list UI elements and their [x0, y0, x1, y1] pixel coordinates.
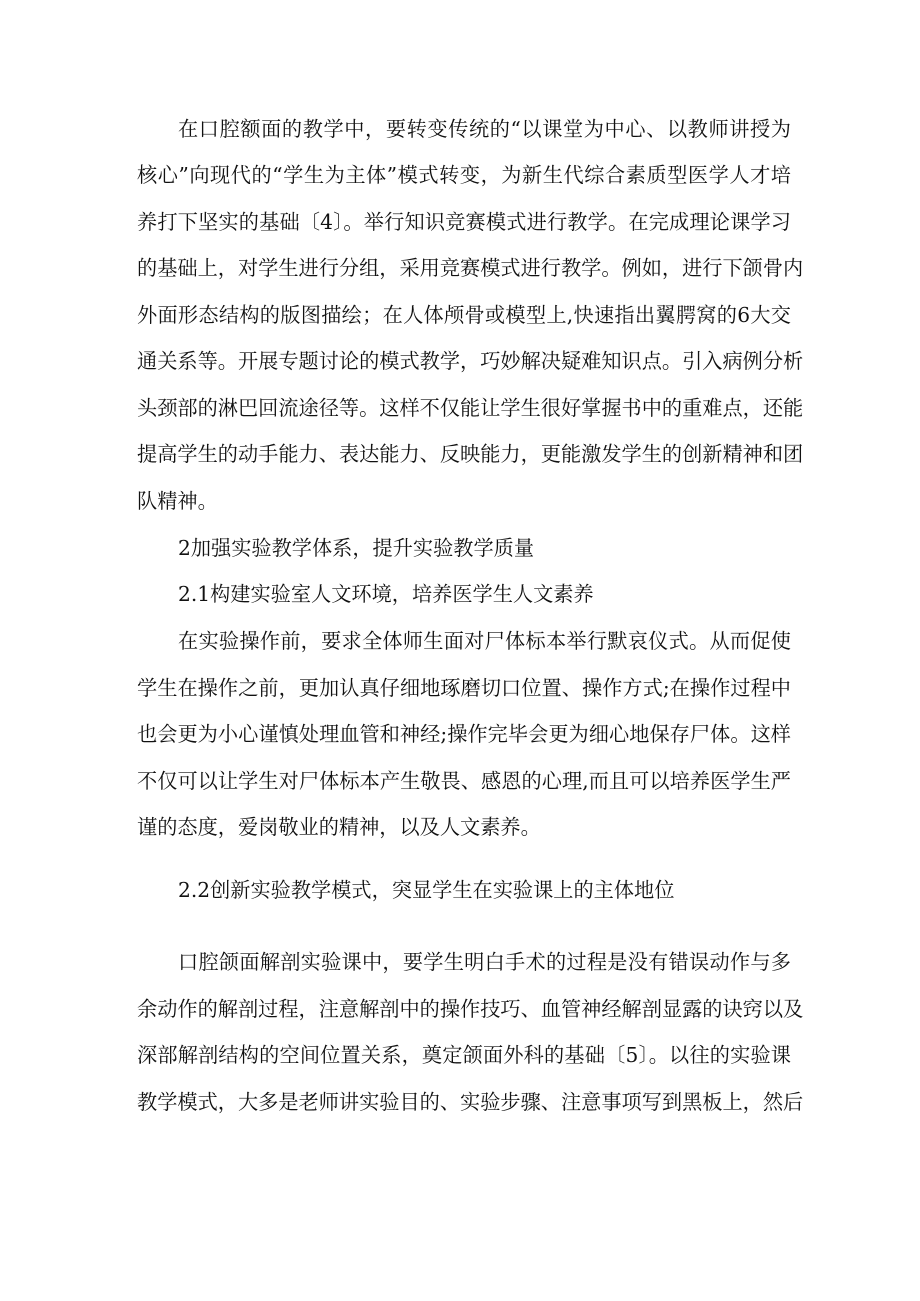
paragraph-line: 谨的态度，爱岗敬业的精神，以及人文素养。: [137, 815, 541, 839]
paragraph-line: 余动作的解剖过程，注意解剖中的操作技巧、血管神经解剖显露的诀窍以及: [137, 997, 804, 1021]
paragraph-line: 外面形态结构的版图描绘；在人体颅骨或模型上,快速指出翼腭窝的6大交: [137, 303, 791, 327]
paragraph-line: 在实验操作前，要求全体师生面对尸体标本举行默哀仪式。从而促使: [178, 629, 791, 653]
paragraph-line: 的基础上，对学生进行分组，采用竞赛模式进行教学。例如，进行下颌骨内: [137, 256, 804, 280]
paragraph-line: 队精神。: [137, 489, 218, 513]
paragraph-line: 不仅可以让学生对尸体标本产生敬畏、感恩的心理,而且可以培养医学生严: [137, 769, 791, 793]
paragraph-line: 学生在操作之前，更加认真仔细地琢磨切口位置、操作方式;在操作过程中: [137, 676, 791, 700]
paragraph-line: 头颈部的淋巴回流途径等。这样不仅能让学生很好掌握书中的重难点，还能: [137, 396, 804, 420]
paragraph-line: 教学模式，大多是老师讲实验目的、实验步骤、注意事项写到黑板上，然后: [137, 1090, 804, 1114]
paragraph-line: 在口腔额面的教学中，要转变传统的“以课堂为中心、以教师讲授为: [178, 117, 791, 141]
paragraph-line: 提高学生的动手能力、表达能力、反映能力，更能激发学生的创新精神和团: [137, 442, 804, 466]
section-heading: 2加强实验教学体系，提升实验教学质量: [178, 536, 535, 560]
paragraph-line: 也会更为小心谨慎处理血管和神经;操作完毕会更为细心地保存尸体。这样: [137, 722, 791, 746]
subsection-heading: 2.2创新实验教学模式，突显学生在实验课上的主体地位: [178, 878, 675, 902]
paragraph-line: 核心”向现代的“学生为主体”模式转变，为新生代综合素质型医学人才培: [137, 163, 791, 187]
paragraph-line: 口腔颌面解剖实验课中，要学生明白手术的过程是没有错误动作与多: [178, 950, 791, 974]
paragraph-line: 深部解剖结构的空间位置关系，奠定颌面外科的基础〔5〕。以往的实验课: [137, 1043, 791, 1067]
paragraph-line: 养打下坚实的基础〔4〕。举行知识竞赛模式进行教学。在完成理论课学习: [137, 210, 791, 234]
subsection-heading: 2.1构建实验室人文环境，培养医学生人文素养: [178, 582, 594, 606]
paragraph-line: 通关系等。开展专题讨论的模式教学，巧妙解决疑难知识点。引入病例分析: [137, 349, 804, 373]
